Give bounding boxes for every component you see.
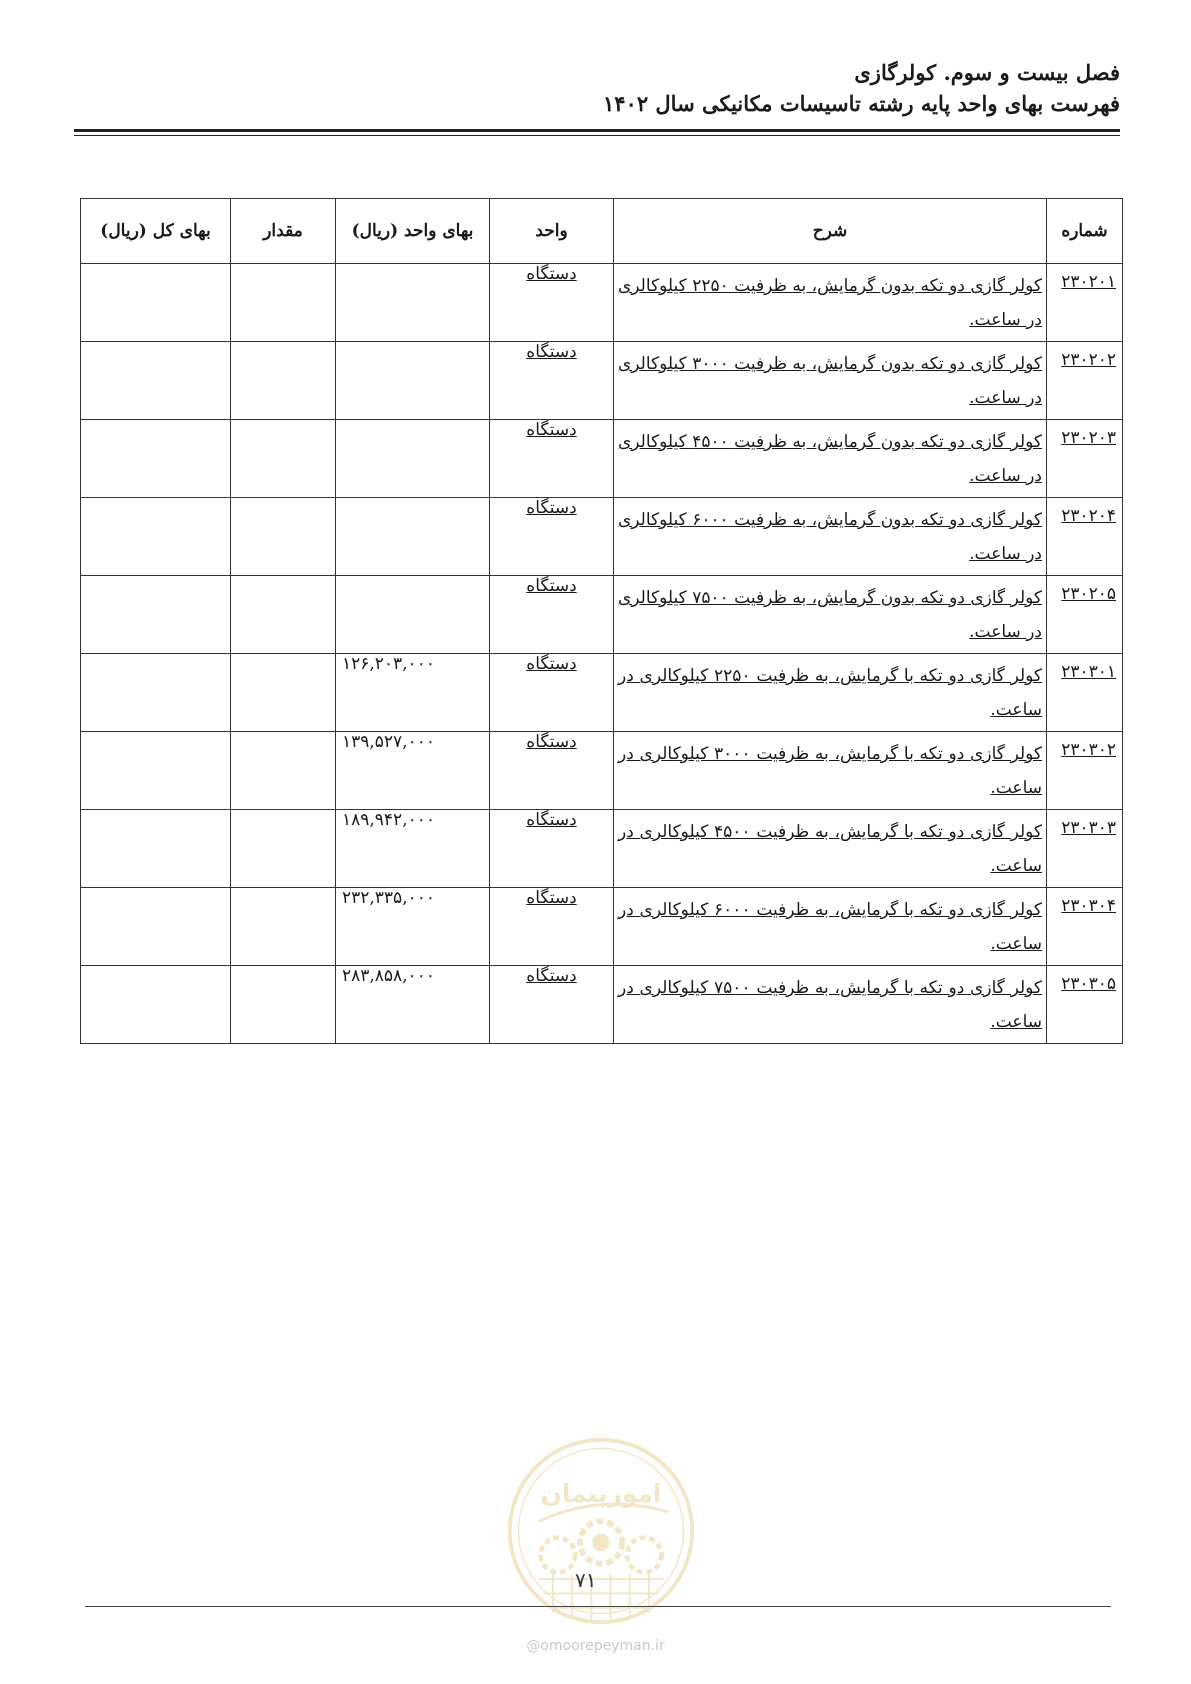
unit-cell (490, 810, 614, 888)
unit-cell (490, 264, 614, 342)
item-unit: دستگاه (526, 966, 577, 986)
item-number: ۲۳۰۲۰۳ (1061, 428, 1116, 448)
page-number: ۷۱ (575, 1568, 597, 1592)
number-cell (1047, 264, 1123, 342)
table-row (81, 420, 1123, 498)
item-description: کولر گازی دو تکه با گرمایش، به ظرفیت ۴۵۰۰ کیلوکالری در ساعت. (618, 822, 1043, 876)
column-header-unit-price: بهای واحد (ریال) (336, 199, 490, 264)
item-unit-price: ۱۸۹,۹۴۲,۰۰۰ (342, 810, 435, 830)
description-cell (614, 654, 1047, 732)
unit-cell (490, 732, 614, 810)
item-unit-price: ۲۳۲,۳۳۵,۰۰۰ (342, 888, 435, 908)
svg-text:امورپیمان: امورپیمان (540, 1479, 662, 1509)
column-header-number: شماره (1047, 199, 1123, 264)
item-unit: دستگاه (526, 264, 577, 284)
total-price-cell (81, 654, 231, 732)
item-description: کولر گازی دو تکه بدون گرمایش، به ظرفیت ۶۰۰۰ کیلوکالری در ساعت. (618, 510, 1043, 564)
unit-cell (490, 576, 614, 654)
item-description: کولر گازی دو تکه بدون گرمایش، به ظرفیت ۷۵۰۰ کیلوکالری در ساعت. (618, 588, 1043, 642)
header-rule-thick (74, 129, 1120, 132)
description-cell (614, 966, 1047, 1044)
item-number: ۲۳۰۲۰۲ (1061, 350, 1116, 370)
table-row (81, 342, 1123, 420)
quantity-cell (231, 888, 336, 966)
header-rule-thin (74, 135, 1120, 136)
number-cell (1047, 810, 1123, 888)
table-row (81, 888, 1123, 966)
total-price-cell (81, 810, 231, 888)
quantity-cell (231, 420, 336, 498)
table-row (81, 654, 1123, 732)
unit-cell (490, 654, 614, 732)
quantity-cell (231, 654, 336, 732)
column-header-quantity: مقدار (231, 199, 336, 264)
number-cell (1047, 966, 1123, 1044)
total-price-cell (81, 888, 231, 966)
description-cell (614, 888, 1047, 966)
item-unit: دستگاه (526, 420, 577, 440)
table-row (81, 966, 1123, 1044)
price-list-table (80, 198, 1123, 1044)
item-description: کولر گازی دو تکه با گرمایش، به ظرفیت ۲۲۵۰ کیلوکالری در ساعت. (618, 666, 1043, 720)
column-header-description: شرح (614, 199, 1047, 264)
column-header-unit: واحد (490, 199, 614, 264)
total-price-cell (81, 420, 231, 498)
item-description: کولر گازی دو تکه بدون گرمایش، به ظرفیت ۲۲۵۰ کیلوکالری در ساعت. (618, 276, 1043, 330)
unit-cell (490, 888, 614, 966)
item-description: کولر گازی دو تکه با گرمایش، به ظرفیت ۳۰۰۰ کیلوکالری در ساعت. (618, 744, 1043, 798)
chapter-title: فصل بیست و سوم. کولرگازی (854, 60, 1120, 85)
unit-price-cell (336, 420, 490, 498)
description-cell (614, 342, 1047, 420)
item-unit-price (336, 342, 489, 354)
item-unit-price (336, 576, 489, 588)
number-cell (1047, 888, 1123, 966)
total-price-cell (81, 732, 231, 810)
number-cell (1047, 732, 1123, 810)
total-price-cell (81, 342, 231, 420)
item-description: کولر گازی دو تکه با گرمایش، به ظرفیت ۷۵۰۰ کیلوکالری در ساعت. (618, 978, 1043, 1032)
unit-cell (490, 966, 614, 1044)
item-unit-price (336, 420, 489, 432)
total-price-cell (81, 264, 231, 342)
item-description: کولر گازی دو تکه بدون گرمایش، به ظرفیت ۴۵۰۰ کیلوکالری در ساعت. (618, 432, 1043, 486)
item-unit: دستگاه (526, 498, 577, 518)
item-number: ۲۳۰۳۰۲ (1061, 740, 1116, 760)
document-subtitle: فهرست بهای واحد پایه رشته تاسیسات مکانیکی سال ۱۴۰۲ (602, 91, 1120, 116)
number-cell (1047, 654, 1123, 732)
footer-rule (85, 1606, 1111, 1607)
table-header-row (81, 199, 1123, 264)
unit-price-cell (336, 888, 490, 966)
unit-price-cell (336, 810, 490, 888)
item-number: ۲۳۰۳۰۴ (1061, 896, 1116, 916)
quantity-cell (231, 342, 336, 420)
number-cell (1047, 498, 1123, 576)
unit-price-cell (336, 342, 490, 420)
unit-price-cell (336, 576, 490, 654)
quantity-cell (231, 732, 336, 810)
item-unit-price: ۱۳۹,۵۲۷,۰۰۰ (342, 732, 435, 752)
unit-price-cell (336, 498, 490, 576)
watermark-url: @omoorepeyman.ir (526, 1638, 665, 1654)
unit-cell (490, 420, 614, 498)
unit-price-cell (336, 654, 490, 732)
description-cell (614, 264, 1047, 342)
table-row (81, 498, 1123, 576)
table-row (81, 264, 1123, 342)
omoor-peyman-seal-icon (505, 1435, 697, 1627)
item-unit-price (336, 264, 489, 276)
item-description: کولر گازی دو تکه بدون گرمایش، به ظرفیت ۳۰۰۰ کیلوکالری در ساعت. (618, 354, 1043, 408)
item-unit: دستگاه (526, 732, 577, 752)
table-row (81, 576, 1123, 654)
item-unit: دستگاه (526, 576, 577, 596)
number-cell (1047, 342, 1123, 420)
item-unit-price: ۱۲۶,۲۰۳,۰۰۰ (342, 654, 435, 674)
unit-price-cell (336, 264, 490, 342)
item-description: کولر گازی دو تکه با گرمایش، به ظرفیت ۶۰۰۰ کیلوکالری در ساعت. (618, 900, 1043, 954)
item-unit-price (336, 498, 489, 510)
item-number: ۲۳۰۳۰۳ (1061, 818, 1116, 838)
quantity-cell (231, 576, 336, 654)
description-cell (614, 498, 1047, 576)
description-cell (614, 810, 1047, 888)
unit-price-cell (336, 732, 490, 810)
page-header (70, 58, 1120, 120)
description-cell (614, 576, 1047, 654)
total-price-cell (81, 576, 231, 654)
total-price-cell (81, 966, 231, 1044)
item-unit: دستگاه (526, 342, 577, 362)
total-price-cell (81, 498, 231, 576)
item-number: ۲۳۰۲۰۴ (1061, 506, 1116, 526)
description-cell (614, 420, 1047, 498)
item-unit: دستگاه (526, 810, 577, 830)
table-row (81, 810, 1123, 888)
item-unit: دستگاه (526, 654, 577, 674)
quantity-cell (231, 810, 336, 888)
quantity-cell (231, 264, 336, 342)
column-header-total-price: بهای کل (ریال) (81, 199, 231, 264)
item-number: ۲۳۰۳۰۵ (1061, 974, 1116, 994)
description-cell (614, 732, 1047, 810)
number-cell (1047, 420, 1123, 498)
item-unit: دستگاه (526, 888, 577, 908)
item-unit-price: ۲۸۳,۸۵۸,۰۰۰ (342, 966, 435, 986)
table-row (81, 732, 1123, 810)
item-number: ۲۳۰۳۰۱ (1061, 662, 1116, 682)
unit-cell (490, 498, 614, 576)
unit-cell (490, 342, 614, 420)
item-number: ۲۳۰۲۰۱ (1061, 272, 1116, 292)
unit-price-cell (336, 966, 490, 1044)
item-number: ۲۳۰۲۰۵ (1061, 584, 1116, 604)
quantity-cell (231, 498, 336, 576)
quantity-cell (231, 966, 336, 1044)
number-cell (1047, 576, 1123, 654)
